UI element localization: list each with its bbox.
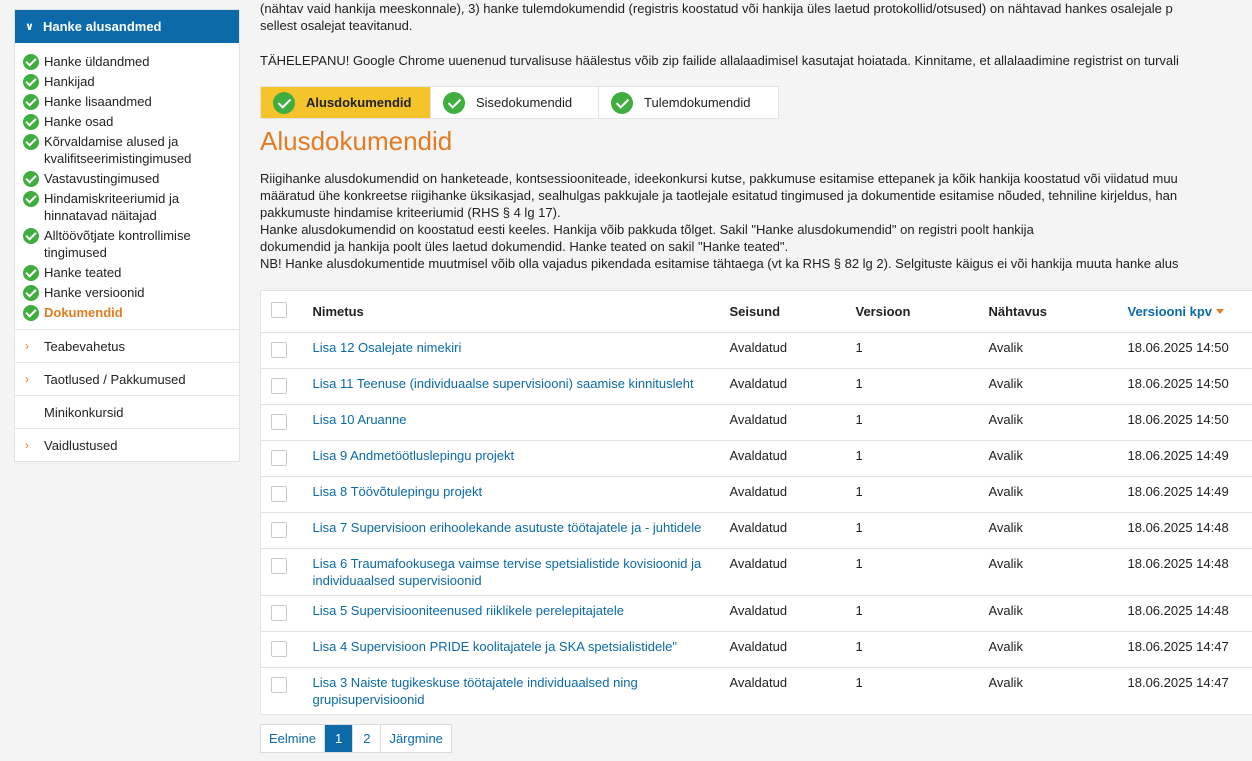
- row-checkbox[interactable]: [271, 677, 287, 693]
- tab-tulemdokumendid[interactable]: [599, 87, 778, 118]
- check-circle-icon: [23, 134, 39, 150]
- row-version: 1: [856, 477, 989, 513]
- row-name-cell: [313, 513, 730, 549]
- row-checkbox[interactable]: [271, 450, 287, 466]
- pagination-page-1[interactable]: 1: [325, 725, 353, 752]
- row-version: 1: [856, 549, 989, 596]
- table-row: [261, 632, 1252, 668]
- table-header-row: [261, 291, 1252, 333]
- row-date: 18.06.2025 14:47: [1127, 675, 1229, 690]
- sidebar-group-taotlused[interactable]: [15, 362, 239, 395]
- document-link[interactable]: Lisa 6 Traumafookusega vaimse tervise spetsialistide kovisioonid ja individuaalsed supervisioonid: [312, 556, 702, 588]
- row-date: 18.06.2025 14:48: [1128, 549, 1252, 596]
- row-checkbox[interactable]: [271, 378, 287, 394]
- sidebar-item-label: Hankijad: [44, 74, 95, 89]
- tab-label: Alusdokumendid: [306, 95, 412, 110]
- sidebar-item-vastavustingimused[interactable]: [23, 169, 239, 189]
- pagination-next-button[interactable]: Järgmine: [389, 731, 443, 746]
- row-date: 18.06.2025 14:50: [1128, 369, 1252, 405]
- row-visibility: Avalik: [988, 675, 1023, 690]
- check-circle-icon: [23, 114, 39, 130]
- row-visibility: Avalik: [989, 477, 1128, 513]
- column-header-visibility: Nähtavus: [989, 291, 1128, 333]
- document-link[interactable]: Lisa 10 Aruanne: [312, 412, 407, 427]
- row-checkbox[interactable]: [271, 342, 287, 358]
- check-circle-icon: [23, 265, 39, 281]
- column-header-name: Nimetus: [313, 291, 730, 333]
- row-name-cell: [313, 632, 730, 668]
- row-status: Avaldatud: [730, 477, 856, 513]
- sidebar-group-minikonkursid[interactable]: [15, 395, 239, 428]
- column-header-status: Seisund: [730, 291, 856, 333]
- description-line: Hanke alusdokumendid on koostatud eesti keeles. Hankija võib pakkuda tõlget. Sakil "Hanke alusdokumendid" on registri poolt hankija: [260, 222, 1034, 237]
- table-row: [261, 333, 1252, 369]
- row-select-cell: [261, 405, 313, 441]
- chevron-right-icon: ›: [25, 339, 29, 353]
- table-row: [261, 513, 1252, 549]
- description-line: pakkumuste hindamise kriteeriumid (RHS § 4 lg 17).: [260, 205, 561, 220]
- sidebar-item-hanke-versioonid[interactable]: [23, 283, 239, 303]
- row-version: 1: [856, 441, 989, 477]
- sidebar-item-label: Hanke versioonid: [44, 285, 145, 300]
- row-date: 18.06.2025 14:50: [1128, 333, 1252, 369]
- row-visibility: Avalik: [989, 441, 1128, 477]
- check-circle-icon: [23, 54, 39, 70]
- sidebar-group-label: Vaidlustused: [44, 437, 118, 453]
- main-content: [260, 0, 1252, 761]
- check-circle-icon: [23, 171, 39, 187]
- document-link[interactable]: Lisa 3 Naiste tugikeskuse töötajatele individuaalsed ning grupisupervisioonid: [312, 675, 638, 707]
- check-circle-icon: [23, 74, 39, 90]
- description-line: dokumendid ja hankija poolt üles laetud dokumendid. Hanke teated on sakil "Hanke teated".: [260, 239, 789, 254]
- sidebar-item-hanke-osad[interactable]: [23, 112, 239, 132]
- sidebar-group-label: Teabevahetus: [44, 338, 125, 354]
- sort-by-date-link[interactable]: Versiooni kpv: [1127, 304, 1213, 319]
- table-row: [261, 369, 1252, 405]
- document-link[interactable]: Lisa 12 Osalejate nimekiri: [312, 340, 462, 355]
- document-link[interactable]: Lisa 4 Supervisioon PRIDE koolitajatele ja SKA spetsialistidele": [312, 639, 677, 654]
- table-row: [261, 477, 1252, 513]
- sidebar-item-label: Hindamiskriteeriumid ja hinnatavad näitajad: [44, 191, 180, 223]
- sidebar-group-vaidlustused[interactable]: [15, 428, 239, 461]
- table-row: [261, 405, 1252, 441]
- document-link[interactable]: Lisa 9 Andmetöötluslepingu projekt: [312, 448, 515, 463]
- intro-line: (nähtav vaid hankija meeskonnale), 3) hanke tulemdokumendid (registris koostatud või hankija üles laetud protokollid/otsused) on nähtavad hankes osalejale p: [260, 1, 1173, 16]
- row-name-cell: [313, 405, 730, 441]
- column-header-date[interactable]: [1128, 291, 1252, 333]
- select-all-checkbox[interactable]: [271, 302, 287, 318]
- chrome-warning-text: TÄHELEPANU! Google Chrome uuenenud turvalisuse häälestus võib zip failide allalaadimisel kasutajat hoiatada. Kinnitame, et allalaadimine registrist on turvali: [260, 53, 1179, 68]
- sidebar-item-label: Dokumendid: [44, 305, 123, 320]
- sidebar-item-alltoovotjate-kontroll[interactable]: [23, 226, 239, 263]
- sidebar-item-dokumendid[interactable]: [23, 303, 239, 323]
- row-name-cell: [313, 668, 730, 715]
- row-status: Avaldatud: [730, 333, 856, 369]
- row-version: 1: [856, 405, 989, 441]
- row-select-cell: [261, 333, 313, 369]
- row-status: Avaldatud: [730, 405, 856, 441]
- check-circle-icon: [23, 94, 39, 110]
- row-checkbox[interactable]: [271, 641, 287, 657]
- row-select-cell: [261, 369, 313, 405]
- sidebar-item-hanke-teated[interactable]: [23, 263, 239, 283]
- sidebar-item-label: Hanke osad: [44, 114, 114, 129]
- row-name-cell: [313, 441, 730, 477]
- sidebar-item-hanke-uldandmed[interactable]: [23, 52, 239, 72]
- row-version: 1: [856, 369, 989, 405]
- row-version: 1: [856, 632, 989, 668]
- column-header-version: Versioon: [856, 291, 989, 333]
- table-row: [261, 549, 1252, 596]
- row-select-cell: [261, 441, 313, 477]
- row-checkbox[interactable]: [271, 486, 287, 502]
- row-select-cell: [261, 596, 313, 632]
- check-circle-icon: [23, 305, 39, 321]
- row-status: Avaldatud: [730, 596, 856, 632]
- row-name-cell: [313, 333, 730, 369]
- intro-line: sellest osalejat teavitanud.: [260, 18, 413, 33]
- pagination: [260, 724, 452, 753]
- description-line: määratud ühe konkreetse riigihanke üksikasjad, sealhulgas pakkujale ja taotlejale esitatud tingimused ja dokumentide esitamise nõuded, tehniline kirjeldus, han: [260, 188, 1178, 203]
- sidebar-section-header[interactable]: [15, 10, 239, 43]
- row-visibility: Avalik: [989, 596, 1128, 632]
- row-checkbox[interactable]: [271, 522, 287, 538]
- pagination-prev-button[interactable]: Eelmine: [261, 725, 325, 752]
- sidebar-item-label: Hanke lisaandmed: [44, 94, 152, 109]
- row-status: Avaldatud: [730, 369, 856, 405]
- row-status: Avaldatud: [729, 675, 788, 690]
- sidebar-item-korvaldamise-alused[interactable]: [23, 132, 239, 169]
- row-version: 1: [855, 675, 863, 690]
- row-date: 18.06.2025 14:48: [1128, 596, 1252, 632]
- sidebar: [14, 9, 240, 462]
- check-circle-icon: [23, 228, 39, 244]
- table-row: [261, 668, 1252, 715]
- row-visibility: Avalik: [989, 369, 1128, 405]
- row-select-cell: [261, 668, 313, 715]
- row-date: 18.06.2025 14:49: [1128, 441, 1252, 477]
- row-name-cell: [313, 369, 730, 405]
- row-checkbox[interactable]: [271, 558, 287, 574]
- select-all-cell: [261, 291, 313, 333]
- row-checkbox[interactable]: [271, 605, 287, 621]
- row-status: Avaldatud: [730, 441, 856, 477]
- row-select-cell: [261, 477, 313, 513]
- row-select-cell: [261, 549, 313, 596]
- row-date: 18.06.2025 14:50: [1128, 405, 1252, 441]
- check-circle-icon: [23, 285, 39, 301]
- sidebar-item-label: Alltöövõtjate kontrollimise tingimused: [44, 228, 191, 260]
- tab-sisedokumendid[interactable]: [431, 87, 599, 118]
- pagination-page-2[interactable]: 2: [353, 725, 381, 752]
- sidebar-group-label: Taotlused / Pakkumused: [44, 371, 186, 387]
- row-version: 1: [856, 333, 989, 369]
- sort-desc-icon: [1216, 309, 1224, 314]
- row-visibility: Avalik: [989, 549, 1128, 596]
- intro-text: [260, 0, 1173, 34]
- row-select-cell: [261, 513, 313, 549]
- sidebar-group-teabevahetus[interactable]: [15, 329, 239, 362]
- document-link[interactable]: Lisa 11 Teenuse (individuaalse supervisiooni) saamise kinnitusleht: [312, 376, 694, 391]
- description-line: NB! Hanke alusdokumentide muutmisel võib olla vajadus pikendada esitamise tähtaega (vt ka RHS § 82 lg 2). Selgituste käigus ei või hankija muuta hanke alus: [260, 256, 1179, 271]
- row-visibility: Avalik: [989, 632, 1128, 668]
- row-select-cell: [261, 632, 313, 668]
- tab-label: Tulemdokumendid: [644, 95, 751, 110]
- chevron-down-icon: ∨: [25, 21, 34, 33]
- row-checkbox[interactable]: [271, 414, 287, 430]
- row-status: Avaldatud: [730, 549, 856, 596]
- check-circle-icon: [23, 191, 39, 207]
- row-status: Avaldatud: [730, 632, 856, 668]
- description-text: [260, 170, 1252, 272]
- row-name-cell: [313, 596, 730, 632]
- check-circle-icon: [611, 92, 633, 114]
- sidebar-item-hankijad[interactable]: [23, 72, 239, 92]
- row-date: 18.06.2025 14:48: [1128, 513, 1252, 549]
- check-circle-icon: [273, 92, 295, 114]
- sidebar-group-label: Minikonkursid: [44, 404, 124, 420]
- page-title: Alusdokumendid: [260, 126, 453, 156]
- row-visibility: Avalik: [989, 333, 1128, 369]
- sidebar-item-hanke-lisaandmed[interactable]: [23, 92, 239, 112]
- sidebar-items: [15, 43, 239, 329]
- sidebar-item-label: Hanke üldandmed: [44, 54, 150, 69]
- row-status: Avaldatud: [730, 513, 856, 549]
- description-line: Riigihanke alusdokumendid on hanketeade, kontsessiooniteade, ideekonkursi kutse, pakkumuse esitamise ettepanek ja kõik hankija koostatud või viidatud muu: [260, 171, 1178, 186]
- chevron-right-icon: ›: [25, 372, 29, 386]
- row-version: 1: [856, 596, 989, 632]
- sidebar-item-label: Hanke teated: [44, 265, 122, 280]
- chevron-right-icon: ›: [25, 438, 29, 452]
- documents-table: [260, 290, 1252, 715]
- check-circle-icon: [443, 92, 465, 114]
- row-date: 18.06.2025 14:49: [1128, 477, 1252, 513]
- sidebar-item-label: Vastavustingimused: [44, 171, 160, 186]
- row-version: 1: [856, 513, 989, 549]
- row-visibility: Avalik: [989, 513, 1128, 549]
- row-name-cell: [313, 477, 730, 513]
- sidebar-item-hindamiskriteeriumid[interactable]: [23, 189, 239, 226]
- document-link[interactable]: Lisa 8 Töövõtulepingu projekt: [312, 484, 483, 499]
- row-visibility: Avalik: [989, 405, 1128, 441]
- document-link[interactable]: Lisa 5 Supervisiooniteenused riiklikele perelepitajatele: [312, 603, 624, 618]
- sidebar-section-title: Hanke alusandmed: [43, 19, 162, 34]
- tab-alusdokumendid[interactable]: [261, 87, 431, 118]
- table-row: [261, 441, 1252, 477]
- tab-label: Sisedokumendid: [476, 95, 573, 110]
- table-row: [261, 596, 1252, 632]
- document-tabs: [260, 86, 779, 119]
- document-link[interactable]: Lisa 7 Supervisioon erihoolekande asutuste töötajatele ja - juhtidele: [312, 520, 702, 535]
- row-date: 18.06.2025 14:47: [1128, 632, 1252, 668]
- sidebar-item-label: Kõrvaldamise alused ja kvalifitseerimistingimused: [44, 134, 192, 166]
- row-name-cell: [313, 549, 730, 596]
